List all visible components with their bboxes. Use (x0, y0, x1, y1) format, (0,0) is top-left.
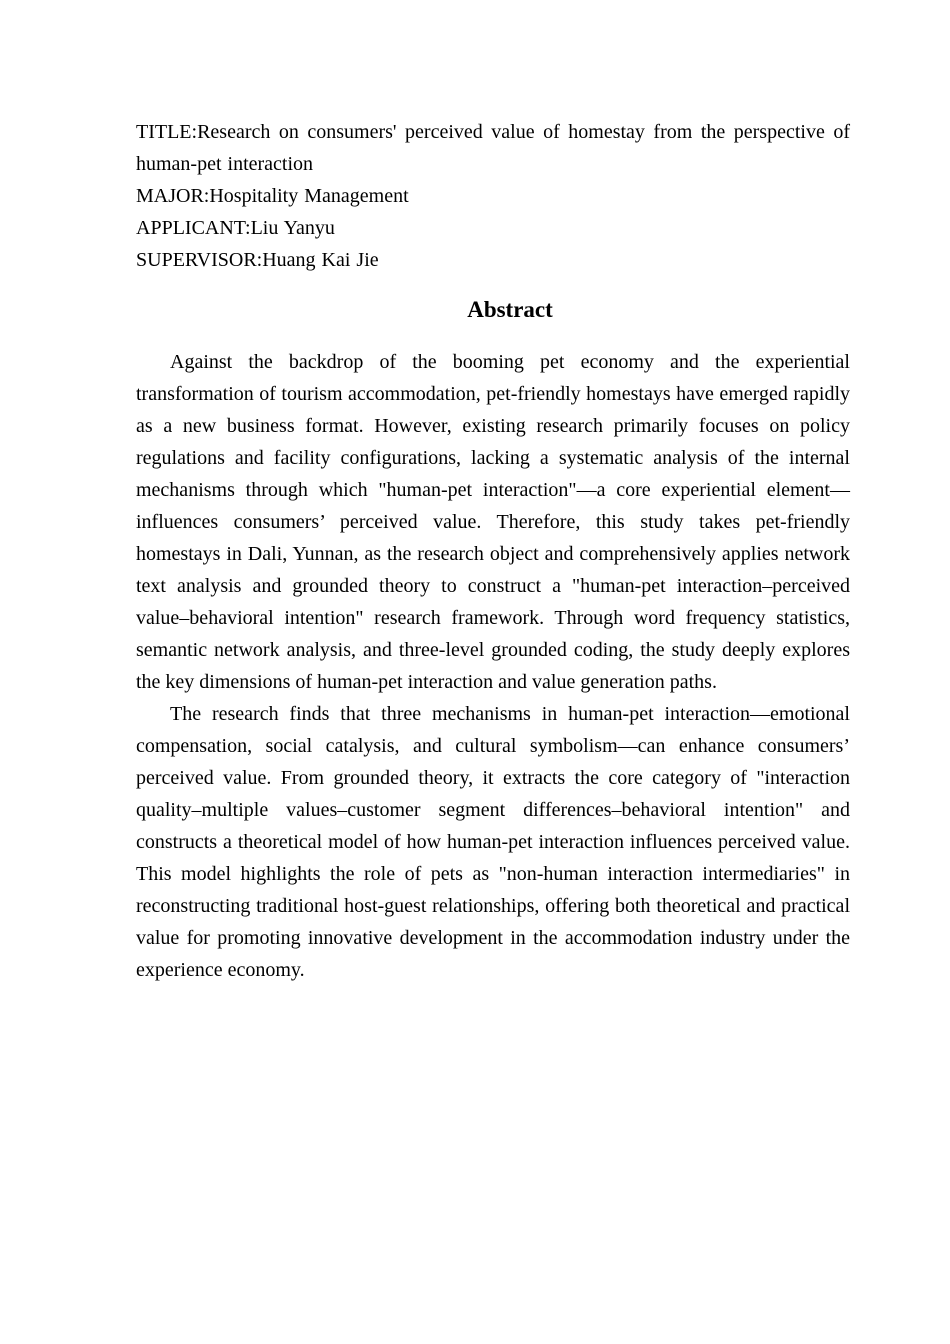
document-page (136, 116, 850, 986)
abstract-paragraph-1: Against the backdrop of the booming pet economy and the experiential transformation of tourism accommodation, pet-friendly homestays have emerged rapidly as a new business format. However, existing research primarily focuses on policy regulations and facility configurations, lacking a systematic analysis of the internal mechanisms through which "human-pet interaction"—a core experiential element—influences consumers’ perceived value. Therefore, this study takes pet-friendly homestays in Dali, Yunnan, as the research object and comprehensively applies network text analysis and grounded theory to construct a "human-pet interaction–perceived value–behavioral intention" research framework. Through word frequency statistics, semantic network analysis, and three-level grounded coding, the study deeply explores the key dimensions of human-pet interaction and value generation paths. (136, 351, 850, 693)
abstract-heading: Abstract (467, 297, 553, 322)
thesis-applicant: APPLICANT:Liu Yanyu (136, 217, 335, 239)
thesis-major: MAJOR:Hospitality Management (136, 185, 409, 207)
thesis-metadata (136, 116, 850, 276)
abstract-body (136, 346, 850, 986)
thesis-supervisor: SUPERVISOR:Huang Kai Jie (136, 249, 379, 271)
abstract-paragraph-2: The research finds that three mechanisms in human-pet interaction—emotional compensation, social catalysis, and cultural symbolism—can enhance consumers’ perceived value. From grounded theory, it extracts the core category of "interaction quality–multiple values–customer segment differences–behavioral intention" and constructs a theoretical model of how human-pet interaction influences perceived value. This model highlights the role of pets as "non-human interaction intermediaries" in reconstructing traditional host-guest relationships, offering both theoretical and practical value for promoting innovative development in the accommodation industry under the experience economy. (136, 703, 850, 981)
thesis-title: TITLE:Research on consumers' perceived value of homestay from the perspective of human-pet interaction (136, 121, 850, 175)
